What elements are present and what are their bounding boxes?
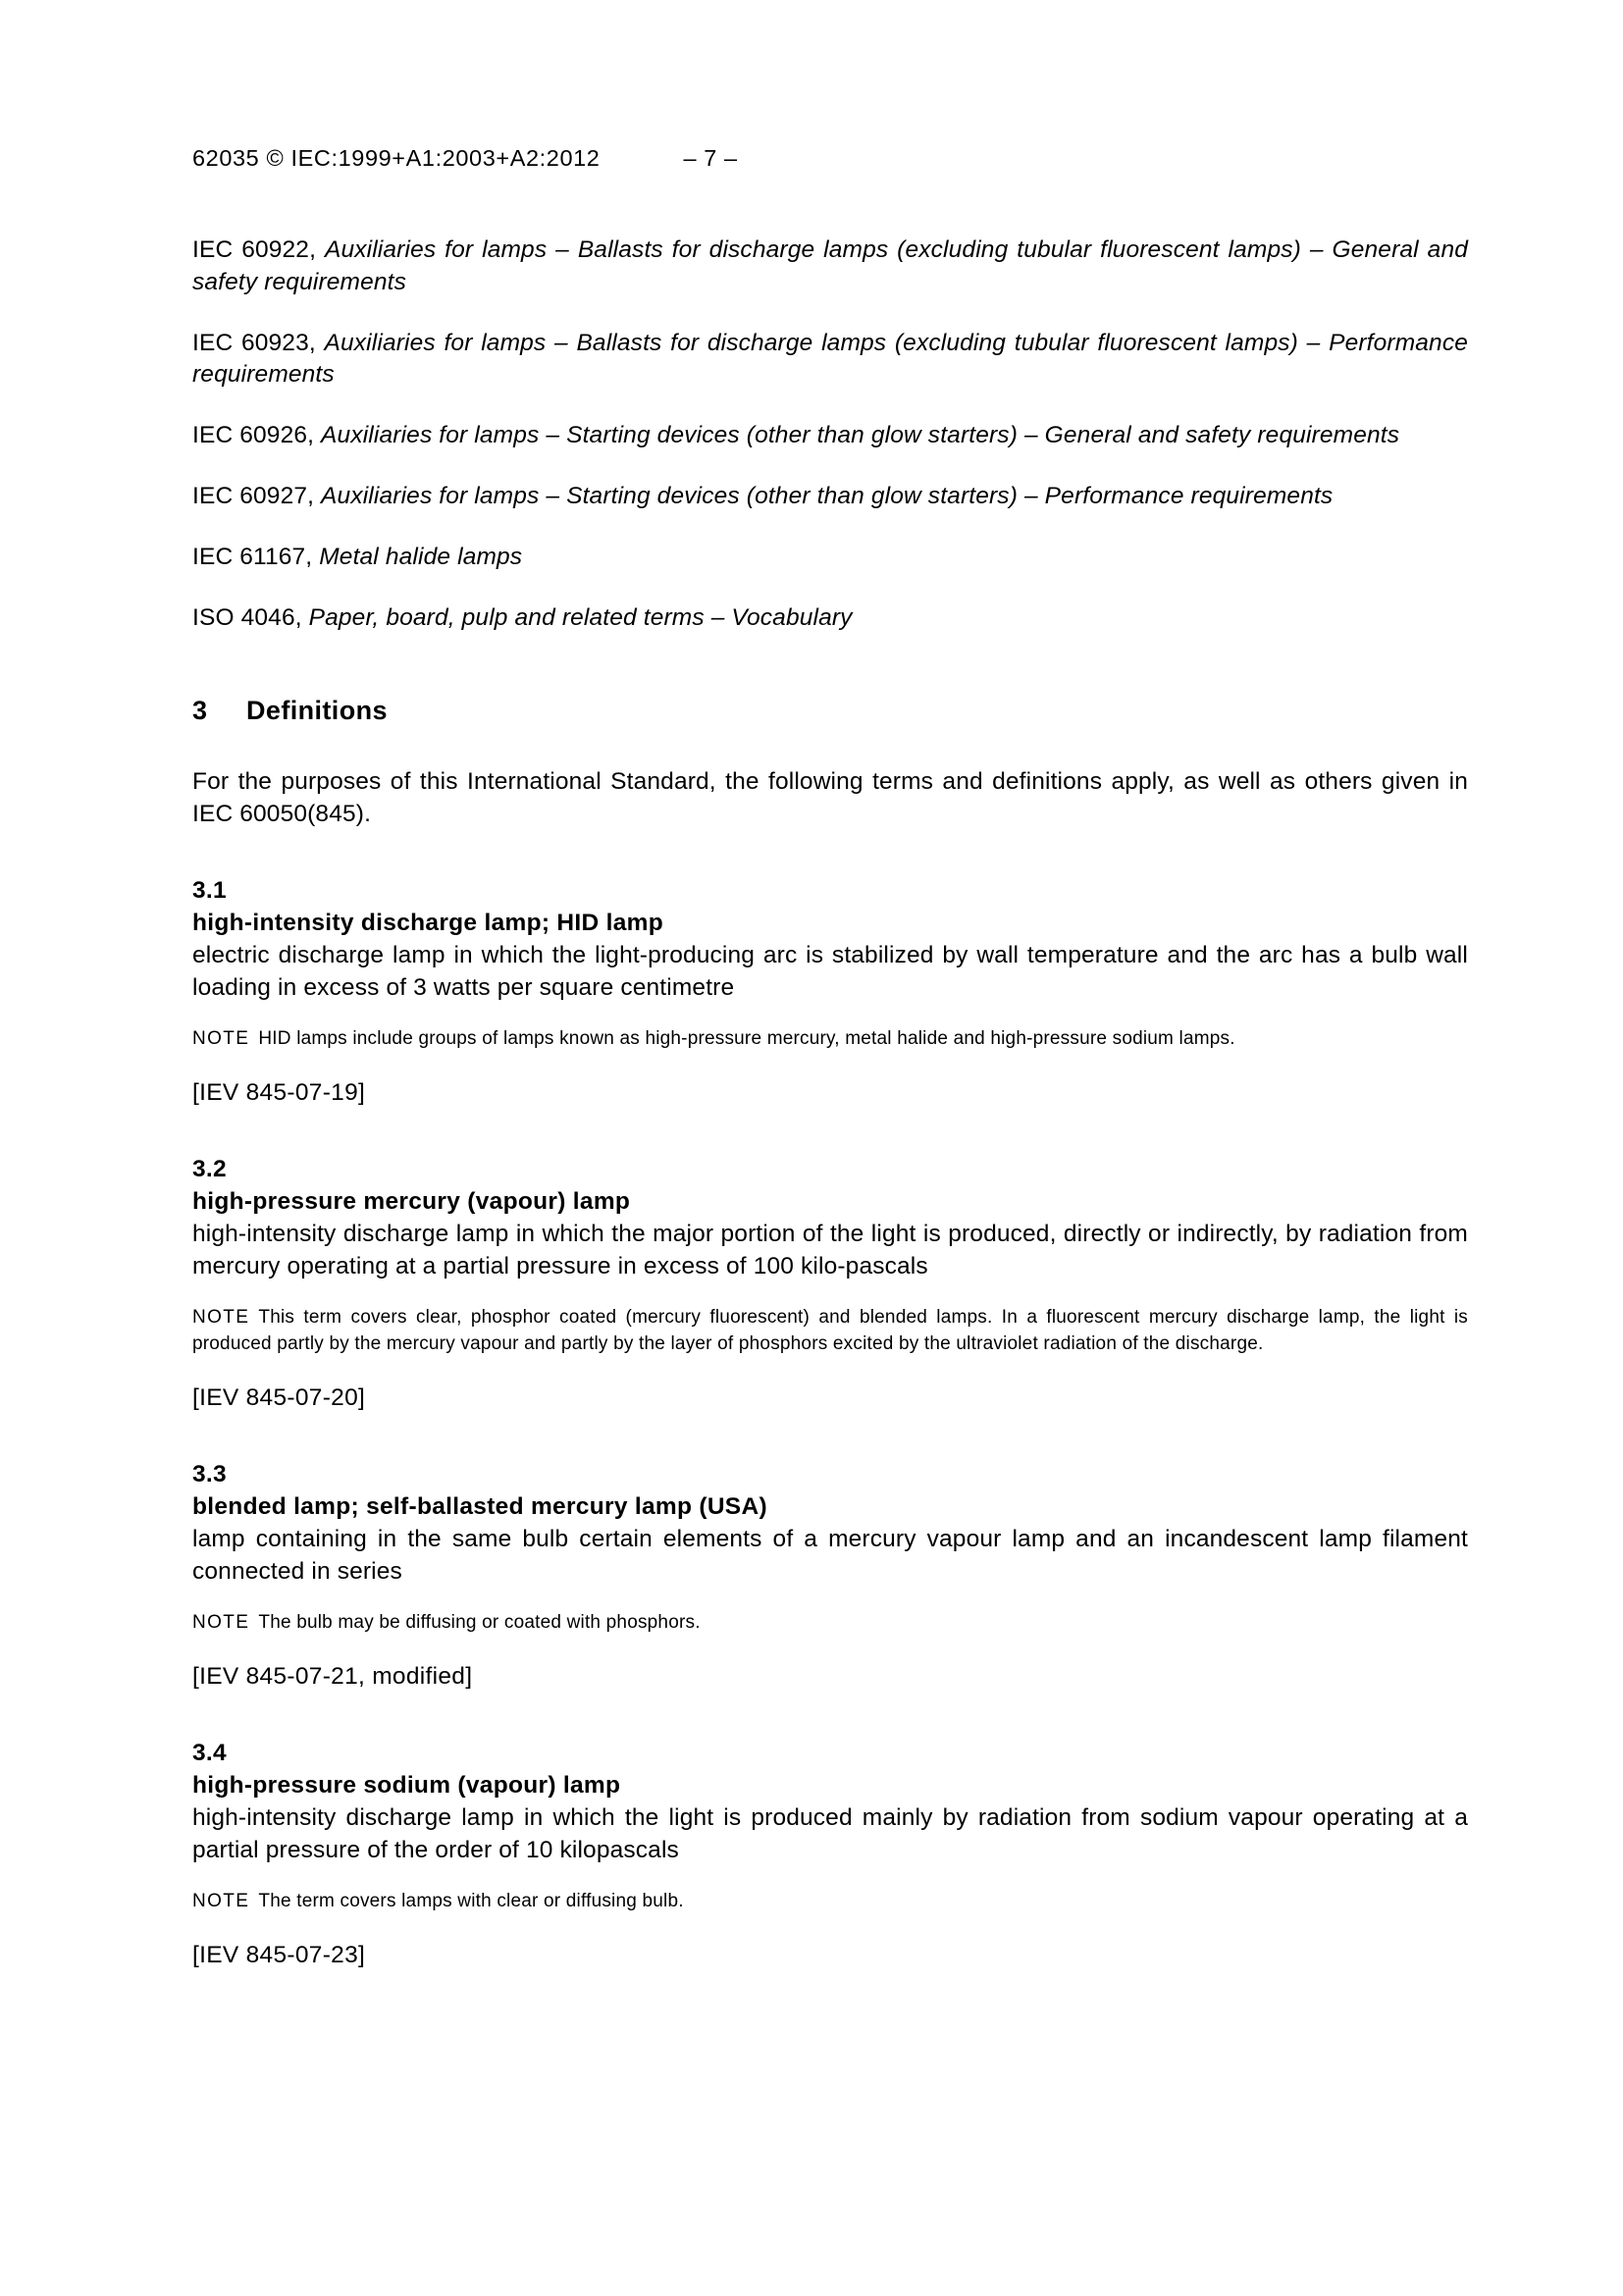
note-label: NOTE: [192, 1611, 250, 1633]
iev-reference: [IEV 845-07-23]: [192, 1941, 366, 1968]
clause-intro-paragraph: For the purposes of this International Standard, the following terms and definitions apply, as well as others given in IEC 60050(845).: [192, 767, 1468, 827]
reference-entry: [192, 481, 1468, 513]
term-note: [192, 1026, 1468, 1053]
note-text: This term covers clear, phosphor coated (mercury fluorescent) and blended lamps. In a fluorescent mercury discharge lamp, the light is produced partly by the mercury vapour and partly by the layer of phosphors excited by the ultraviolet radiation of the discharge.: [192, 1306, 1468, 1354]
reference-entry: [192, 235, 1468, 299]
note-label: NOTE: [192, 1306, 250, 1328]
reference-title: Auxiliaries for lamps – Starting devices (other than glow starters) – Performance requirements: [321, 483, 1334, 510]
term-note: [192, 1889, 1468, 1915]
reference-title: Auxiliaries for lamps – Ballasts for discharge lamps (excluding tubular fluorescent lamps) – Performance requirements: [192, 329, 1469, 389]
iev-reference: [IEV 845-07-21, modified]: [192, 1662, 473, 1690]
term-definition: electric discharge lamp in which the light-producing arc is stabilized by wall temperature and the arc has a bulb wall loading in excess of 3 watts per square centimetre: [192, 941, 1468, 1002]
reference-designation: ISO 4046,: [192, 603, 309, 631]
clause-title: Definitions: [246, 695, 388, 725]
reference-title: Auxiliaries for lamps – Starting devices (other than glow starters) – General and safety requirements: [321, 422, 1400, 449]
term-name: high-pressure mercury (vapour) lamp: [192, 1187, 631, 1215]
term-definition: high-intensity discharge lamp in which the major portion of the light is produced, directly or indirectly, by radiation from mercury operating at a partial pressure in excess of 100 kilo-pascals: [192, 1220, 1468, 1280]
term-number: 3.4: [192, 1740, 227, 1767]
reference-entry: [192, 542, 1468, 574]
term-note: [192, 1305, 1468, 1358]
iev-reference: [IEV 845-07-20]: [192, 1383, 366, 1411]
term-definition: lamp containing in the same bulb certain elements of a mercury vapour lamp and an incandescent lamp filament connected in series: [192, 1526, 1468, 1586]
reference-designation: IEC 60923,: [192, 329, 325, 356]
note-label: NOTE: [192, 1027, 250, 1049]
term-note: [192, 1610, 1468, 1637]
reference-entry: [192, 420, 1468, 452]
term-number: 3.1: [192, 877, 227, 905]
note-label: NOTE: [192, 1890, 250, 1911]
reference-designation: IEC 60926,: [192, 422, 322, 449]
running-header: [192, 145, 1468, 172]
term-name: high-intensity discharge lamp; HID lamp: [192, 909, 663, 936]
reference-title: Paper, board, pulp and related terms – Vocabulary: [308, 603, 853, 631]
reference-title: Metal halide lamps: [319, 543, 523, 570]
term-number: 3.2: [192, 1156, 227, 1183]
reference-designation: IEC 61167,: [192, 543, 320, 570]
reference-designation: IEC 60922,: [192, 236, 325, 263]
term-definition: high-intensity discharge lamp in which the light is produced mainly by radiation from sodium vapour operating at a partial pressure of the order of 10 kilopascals: [192, 1804, 1468, 1864]
note-text: HID lamps include groups of lamps known as high-pressure mercury, metal halide and high-pressure sodium lamps.: [258, 1027, 1235, 1049]
term-entry-3-4: [192, 1738, 1468, 1971]
term-entry-3-1: [192, 875, 1468, 1109]
reference-title: Auxiliaries for lamps – Ballasts for discharge lamps (excluding tubular fluorescent lamps) – General and safety requirements: [192, 236, 1468, 295]
reference-designation: IEC 60927,: [192, 483, 322, 510]
header-page-number: – 7 –: [683, 145, 738, 171]
iev-reference: [IEV 845-07-19]: [192, 1078, 366, 1106]
clause-heading: [192, 696, 1468, 726]
term-name: high-pressure sodium (vapour) lamp: [192, 1771, 621, 1799]
page-content: [192, 145, 1468, 1972]
term-name: blended lamp; self-ballasted mercury lamp (USA): [192, 1492, 767, 1520]
note-text: The bulb may be diffusing or coated with phosphors.: [258, 1611, 701, 1633]
reference-entry: [192, 328, 1468, 392]
term-number: 3.3: [192, 1461, 227, 1488]
header-standard-reference: 62035 © IEC:1999+A1:2003+A2:2012: [192, 145, 601, 171]
term-entry-3-2: [192, 1154, 1468, 1414]
note-text: The term covers lamps with clear or diffusing bulb.: [258, 1890, 684, 1911]
clause-number: 3: [192, 695, 208, 725]
reference-entry: [192, 602, 1468, 635]
term-entry-3-3: [192, 1459, 1468, 1693]
